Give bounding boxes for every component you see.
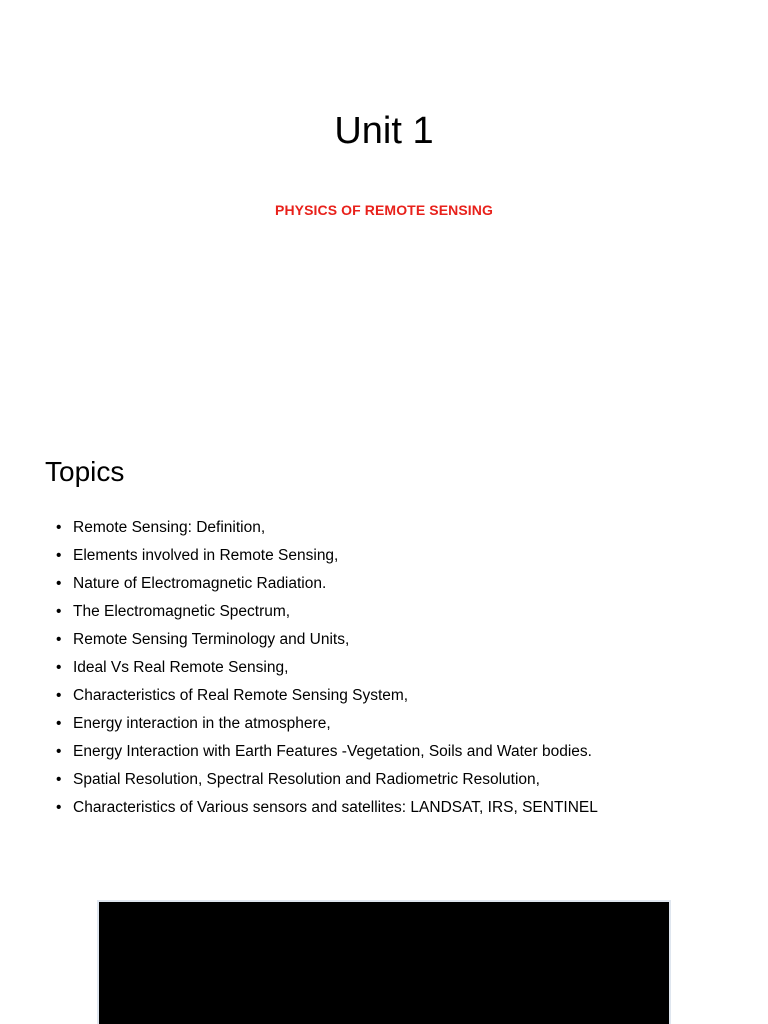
- list-item: [56, 654, 746, 682]
- bullet-icon: •: [56, 603, 62, 620]
- topic-text: Characteristics of Real Remote Sensing System,: [73, 687, 409, 704]
- list-item: [56, 626, 746, 654]
- topics-heading: Topics: [45, 456, 125, 487]
- topic-text: Remote Sensing: Definition,: [73, 519, 266, 536]
- bullet-icon: •: [56, 743, 62, 760]
- list-item: [56, 738, 746, 766]
- list-item: [56, 514, 746, 542]
- bullet-icon: •: [56, 519, 62, 536]
- slide-subtitle: PHYSICS OF REMOTE SENSING: [275, 202, 493, 218]
- bullet-icon: •: [56, 547, 62, 564]
- topic-text: The Electromagnetic Spectrum,: [73, 603, 291, 620]
- bullet-icon: •: [56, 687, 62, 704]
- bullet-icon: •: [56, 631, 62, 648]
- bullet-icon: •: [56, 575, 62, 592]
- bullet-icon: •: [56, 799, 62, 816]
- topics-list: [56, 514, 746, 822]
- topic-text: Energy Interaction with Earth Features -Vegetation, Soils and Water bodies.: [73, 743, 592, 760]
- topic-text: Spatial Resolution, Spectral Resolution and Radiometric Resolution,: [73, 771, 540, 788]
- topic-text: Remote Sensing Terminology and Units,: [73, 631, 350, 648]
- topic-text: Energy interaction in the atmosphere,: [73, 715, 331, 732]
- list-item: [56, 542, 746, 570]
- bullet-icon: •: [56, 715, 62, 732]
- list-item: [56, 766, 746, 794]
- list-item: [56, 710, 746, 738]
- slide-title: Unit 1: [334, 110, 434, 152]
- topic-text: Characteristics of Various sensors and satellites: LANDSAT, IRS, SENTINEL: [73, 799, 598, 816]
- slide-dark-partial: [97, 900, 671, 1024]
- bullet-icon: •: [56, 659, 62, 676]
- list-item: [56, 570, 746, 598]
- list-item: [56, 682, 746, 710]
- bullet-icon: •: [56, 771, 62, 788]
- topic-text: Nature of Electromagnetic Radiation.: [73, 575, 327, 592]
- topic-text: Ideal Vs Real Remote Sensing,: [73, 659, 289, 676]
- slide-topics: [0, 420, 768, 880]
- list-item: [56, 794, 746, 822]
- list-item: [56, 598, 746, 626]
- topic-text: Elements involved in Remote Sensing,: [73, 547, 339, 564]
- slide-unit-1: [0, 0, 768, 420]
